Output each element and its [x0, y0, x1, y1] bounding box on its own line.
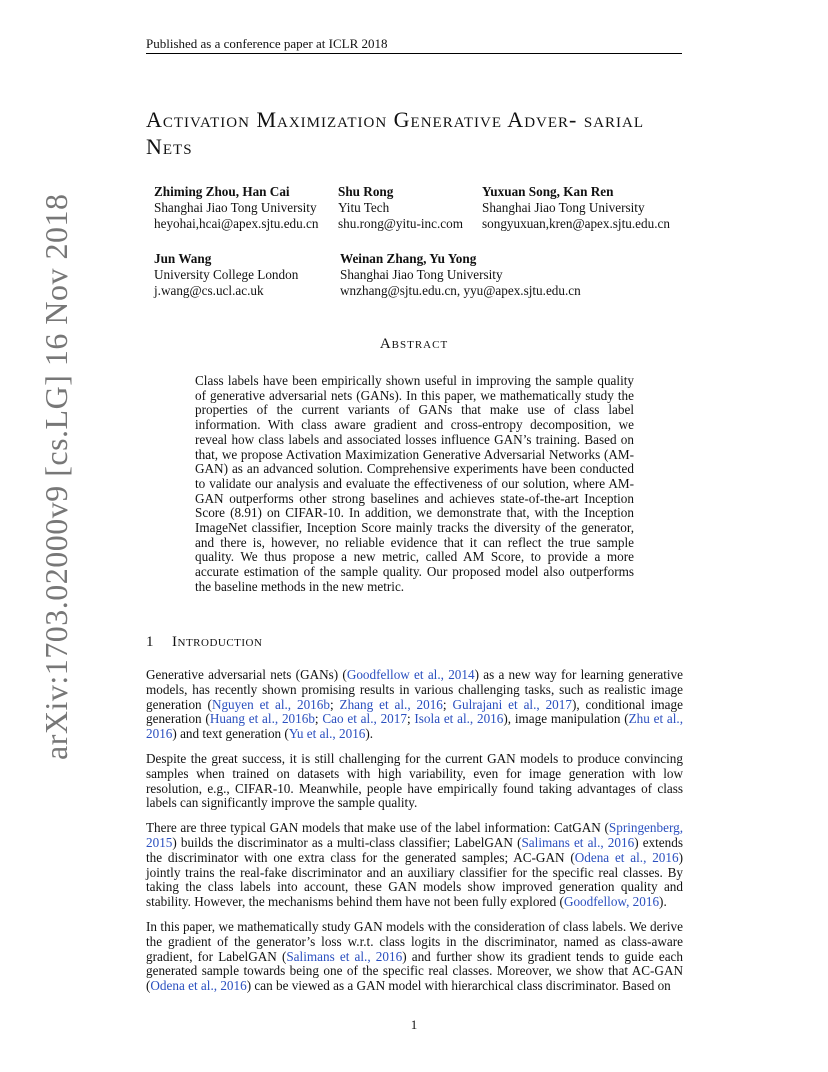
paragraph-text: ; [314, 711, 323, 727]
paragraph-text: ) as a new way for learning generative models, has recently shown promising results in various challenging tasks, such as realistic image generation ( [146, 667, 684, 712]
paragraph-text: ) and text generation ( [172, 726, 289, 742]
author-block [340, 251, 581, 299]
header-rule [146, 53, 682, 54]
paragraph-text: ) can be viewed as a GAN model with hierarchical class discriminator. Based on [246, 978, 671, 994]
abstract-heading: Abstract [379, 336, 449, 352]
author-affiliation: University College London [154, 267, 299, 282]
citation-link[interactable]: Salimans et al., 2016 [286, 948, 403, 964]
author-block [154, 184, 318, 232]
citation-link[interactable]: Odena et al., 2016 [574, 849, 679, 865]
author-affiliation: Yitu Tech [338, 200, 390, 215]
author-name: Yuxuan Song, Kan Ren [482, 184, 614, 199]
paragraph [146, 752, 683, 811]
section-number: 1 [146, 634, 154, 650]
author-email: songyuxuan,kren@apex.sjtu.edu.cn [482, 216, 670, 231]
citation-link[interactable]: Nguyen et al., 2016b [211, 696, 330, 712]
paragraph-text: ; [442, 696, 453, 712]
paragraph-text: Despite the great success, it is still challenging for the current GAN models to produce convincing samples when trained on datasets with high variability, even for image generation with low resolution, e.g., CIFAR-10. Meanwhile, people have empirically found taking advantages of class labels can significantly improve the sample quality. [146, 750, 683, 811]
paragraph-text: ; [329, 696, 340, 712]
author-block [482, 184, 670, 232]
author-email: wnzhang@sjtu.edu.cn, yyu@apex.sjtu.edu.cn [340, 283, 581, 298]
author-name: Zhiming Zhou, Han Cai [154, 184, 290, 199]
author-affiliation: Shanghai Jiao Tong University [340, 267, 503, 282]
author-affiliation: Shanghai Jiao Tong University [154, 200, 317, 215]
citation-link[interactable]: Goodfellow et al., 2014 [346, 667, 475, 682]
running-header: Published as a conference paper at ICLR 2018 [146, 36, 388, 51]
paragraph-text: ) extends the discriminator with one extra class for the generated samples; AC-GAN ( [146, 834, 683, 865]
citation-link[interactable]: Salimans et al., 2016 [521, 834, 635, 850]
citation-link[interactable]: Isola et al., 2016 [414, 711, 504, 727]
section-heading [146, 634, 262, 651]
paragraph-text: Generative adversarial nets (GANs) ( [146, 667, 347, 682]
citation-link[interactable]: Goodfellow, 2016 [563, 894, 660, 910]
paragraph-text: ) builds the discriminator as a multi-class classifier; LabelGAN ( [172, 834, 522, 850]
paragraph-text: ) jointly trains the real-fake discriminator and an auxiliary classifier for the specific real classes. By taking the class labels into account, these GAN models show improved generation quality and stability. However, the mechanisms behind them have not been fully explored ( [146, 849, 683, 910]
paragraph-text: ). [365, 726, 374, 742]
paragraph [146, 920, 683, 994]
citation-link[interactable]: Huang et al., 2016b [209, 711, 315, 727]
author-name: Shu Rong [338, 184, 394, 199]
paragraph-text: ), image manipulation ( [503, 711, 629, 727]
author-affiliation: Shanghai Jiao Tong University [482, 200, 645, 215]
abstract-text: Class labels have been empirically shown useful in improving the sample quality of generative adversarial nets (GANs). In this paper, we mathematically study the properties of the current variants of GANs that make use of class label information. With class aware gradient and cross-entropy decomposition, we reveal how class labels and associated losses influence GAN’s training. Based on that, we propose Activation Maximization Generative Adversarial Networks (AM-GAN) as an advanced solution. Comprehensive experiments have been conducted to validate our analysis and evaluate the effectiveness of our solution, where AM-GAN outperforms other strong baselines and achieves state-of-the-art Inception Score (8.91) on CIFAR-10. In addition, we demonstrate that, with the Inception ImageNet classifier, Inception Score mainly tracks the diversity of the generator, and there is, however, no reliable evidence that it can reflect the true sample quality. We thus propose a new metric, called AM Score, to provide a more accurate estimation of the sample quality. Our proposed model also outperforms the baseline methods in the new metric. [195, 373, 634, 594]
paper-title: Activation Maximization Generative Adver- sarial Nets [146, 107, 645, 159]
arxiv-identifier: arXiv:1703.02000v9 [cs.LG] 16 Nov 2018 [38, 193, 74, 760]
author-block [154, 251, 298, 299]
citation-link[interactable]: Yu et al., 2016 [288, 726, 366, 742]
author-email: j.wang@cs.ucl.ac.uk [154, 283, 264, 298]
author-block [338, 184, 463, 232]
citation-link[interactable]: Cao et al., 2017 [322, 711, 407, 727]
introduction-body [146, 668, 683, 1004]
page-number: 1 [410, 1017, 418, 1032]
paragraph-text: ) and further show its gradient tends to guide each generated sample towards being one of the specific real classes. Moreover, we show that AC-GAN ( [146, 948, 683, 994]
paragraph-text: ), conditional image generation ( [146, 696, 683, 727]
paragraph [146, 821, 683, 910]
section-title: Introduction [172, 634, 263, 650]
paragraph-text: There are three typical GAN models that make use of the label information: CatGAN ( [146, 820, 609, 836]
citation-link[interactable]: Zhang et al., 2016 [339, 696, 443, 712]
paragraph-text: ; [406, 711, 415, 727]
citation-link[interactable]: Odena et al., 2016 [150, 978, 247, 994]
paragraph-text: In this paper, we mathematically study GAN models with the consideration of class labels. We derive the gradient of the generator’s loss w.r.t. class logits in the discriminator, named as class-aware gradient, for LabelGAN ( [146, 918, 683, 964]
author-name: Jun Wang [154, 251, 212, 266]
citation-link[interactable]: Springenberg, 2015 [146, 820, 683, 850]
author-email: shu.rong@yitu-inc.com [338, 216, 463, 231]
citation-link[interactable]: Gulrajani et al., 2017 [452, 696, 572, 712]
citation-link[interactable]: Zhu et al., 2016 [146, 711, 684, 742]
paragraph-text: ). [659, 894, 667, 910]
author-email: heyohai,hcai@apex.sjtu.edu.cn [154, 216, 319, 231]
author-name: Weinan Zhang, Yu Yong [340, 251, 477, 266]
paragraph [146, 668, 683, 742]
